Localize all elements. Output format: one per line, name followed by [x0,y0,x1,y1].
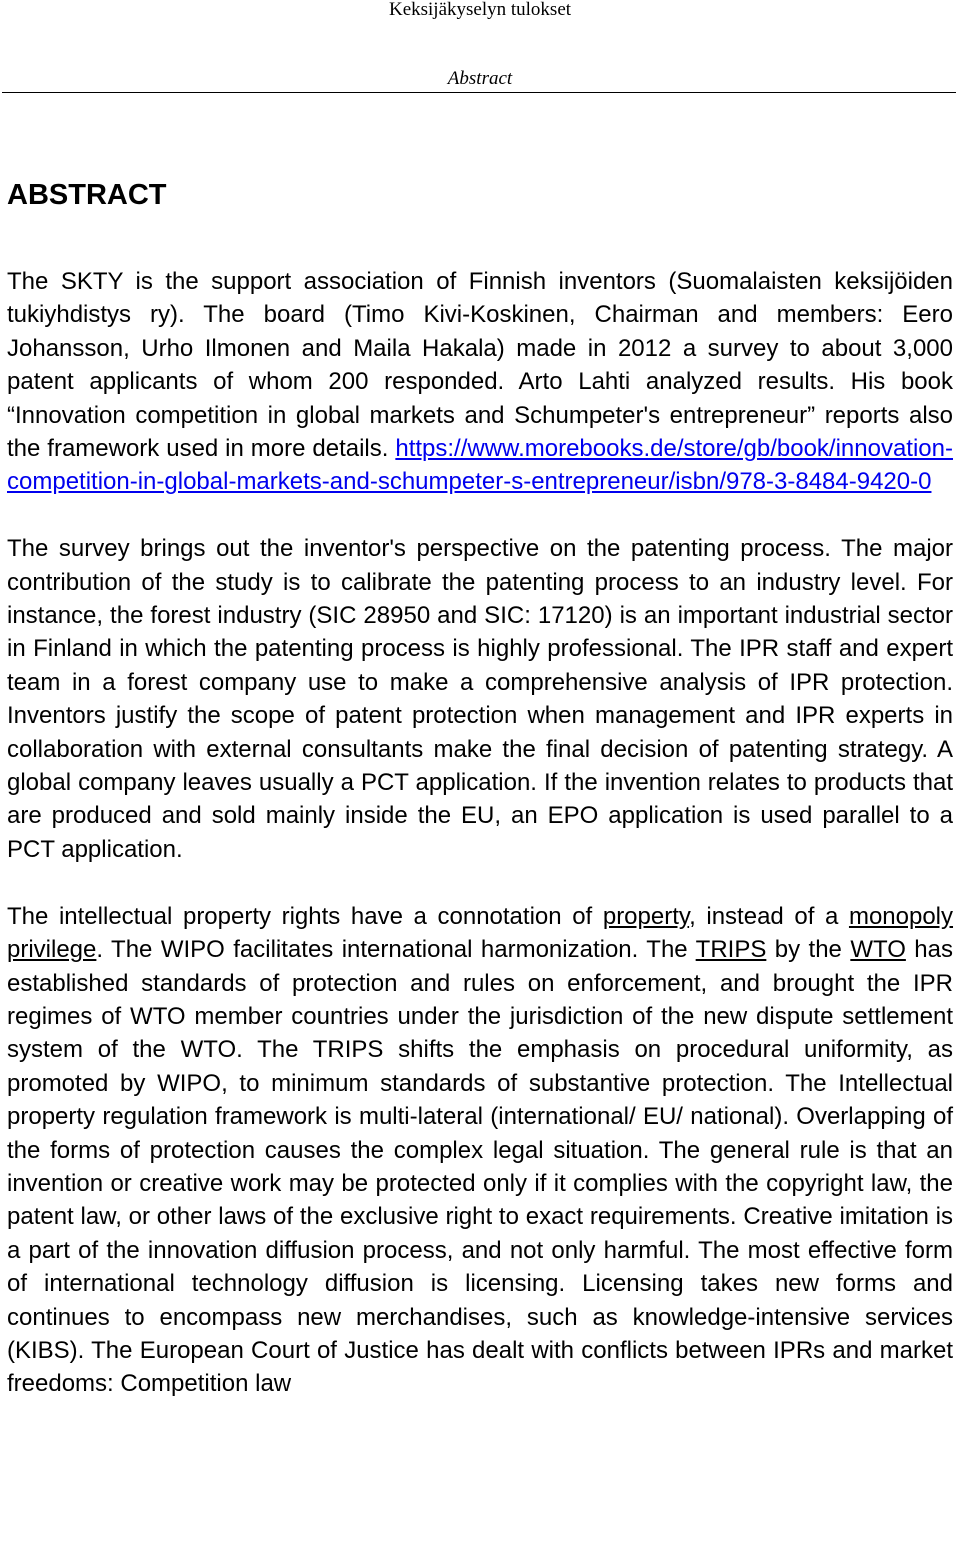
running-section-label: Abstract [447,68,513,89]
ipr-text-3: . The WIPO facilitates international harmonization. The [96,936,696,964]
running-header: Keksijäkyselyn tulokset [388,0,572,20]
ipr-text-1: The intellectual property rights have a connotation of [7,902,603,930]
ipr-text-5: has established standards of protection and rules on enforcement, and brought the IPR regimes of WTO member countries under the jurisdiction of the new dispute settlement system of the WTO. The TRIPS shifts the emphasis on procedural uniformity, as promoted by WIPO, to minimum standards of substantive protection. The Intellectual property regulation framework is multi-lateral (international/ EU/ national). Overlapping of the forms of protection causes the complex legal situation. The general rule is that an invention or creative work may be protected only if it complies with the copyright law, the patent law, or other laws of the exclusive right to exact requirements. Creative imitation is a part of the innovation diffusion process, and not only harmful. The most effective form of international technology diffusion is licensing. Licensing takes new forms and continues to encompass new merchandises, such as knowledge-intensive services (KIBS). The European Court of Justice has dealt with conflicts between IPRs and market freedoms: Competition law [7,936,953,1398]
paragraph-ipr-framework [7,900,953,1401]
paragraph-gap [7,499,953,532]
ipr-text-2: , instead of a [689,902,849,930]
header-divider [2,92,956,93]
paragraph-survey-intro [7,265,953,499]
term-wto[interactable]: WTO [850,936,906,964]
paragraph-gap [7,866,953,899]
term-property[interactable]: property [602,902,690,930]
paragraph-survey-intro-text: The SKTY is the support association of Finnish inventors (Suomalaisten keksijöiden tukiyhdistys ry). The board (Timo Kivi-Koskinen, Chairman and members: Eero Johansson, Urho Ilmonen and Maila Hakala) made in 2012 a survey to about 3,000 patent applicants of whom 200 responded. Arto Lahti analyzed results. His book “Innovation competition in global markets and Schumpeter's entrepreneur” reports also the framework used in more details. [7,268,953,463]
paragraph-survey-findings: The survey brings out the inventor's perspective on the patenting process. The major contribution of the study is to calibrate the patenting process to an industry level. For instance, the forest industry (SIC 28950 and SIC: 17120) is an important industrial sector in Finland in which the patenting process is highly professional. The IPR staff and expert team in a forest company use to make a comprehensive analysis of IPR protection. Inventors justify the scope of patent protection when management and IPR experts in collaboration with external consultants make the final decision of patenting strategy. A global company leaves usually a PCT application. If the invention relates to products that are produced and sold mainly inside the EU, an EPO application is used parallel to a PCT application. [7,535,953,863]
document-body [7,265,953,1401]
page-title: ABSTRACT [7,179,167,211]
book-link[interactable]: https://www.morebooks.de/store/gb/book/innovation-competition-in-global-markets-and-schumpeter-s-entrepreneur/isbn/978-3-8484-9420-0 [7,435,953,496]
ipr-text-4: by the [766,936,851,964]
term-trips[interactable]: TRIPS [695,936,767,964]
term-monopoly-privilege[interactable]: monopoly privilege [7,902,954,964]
